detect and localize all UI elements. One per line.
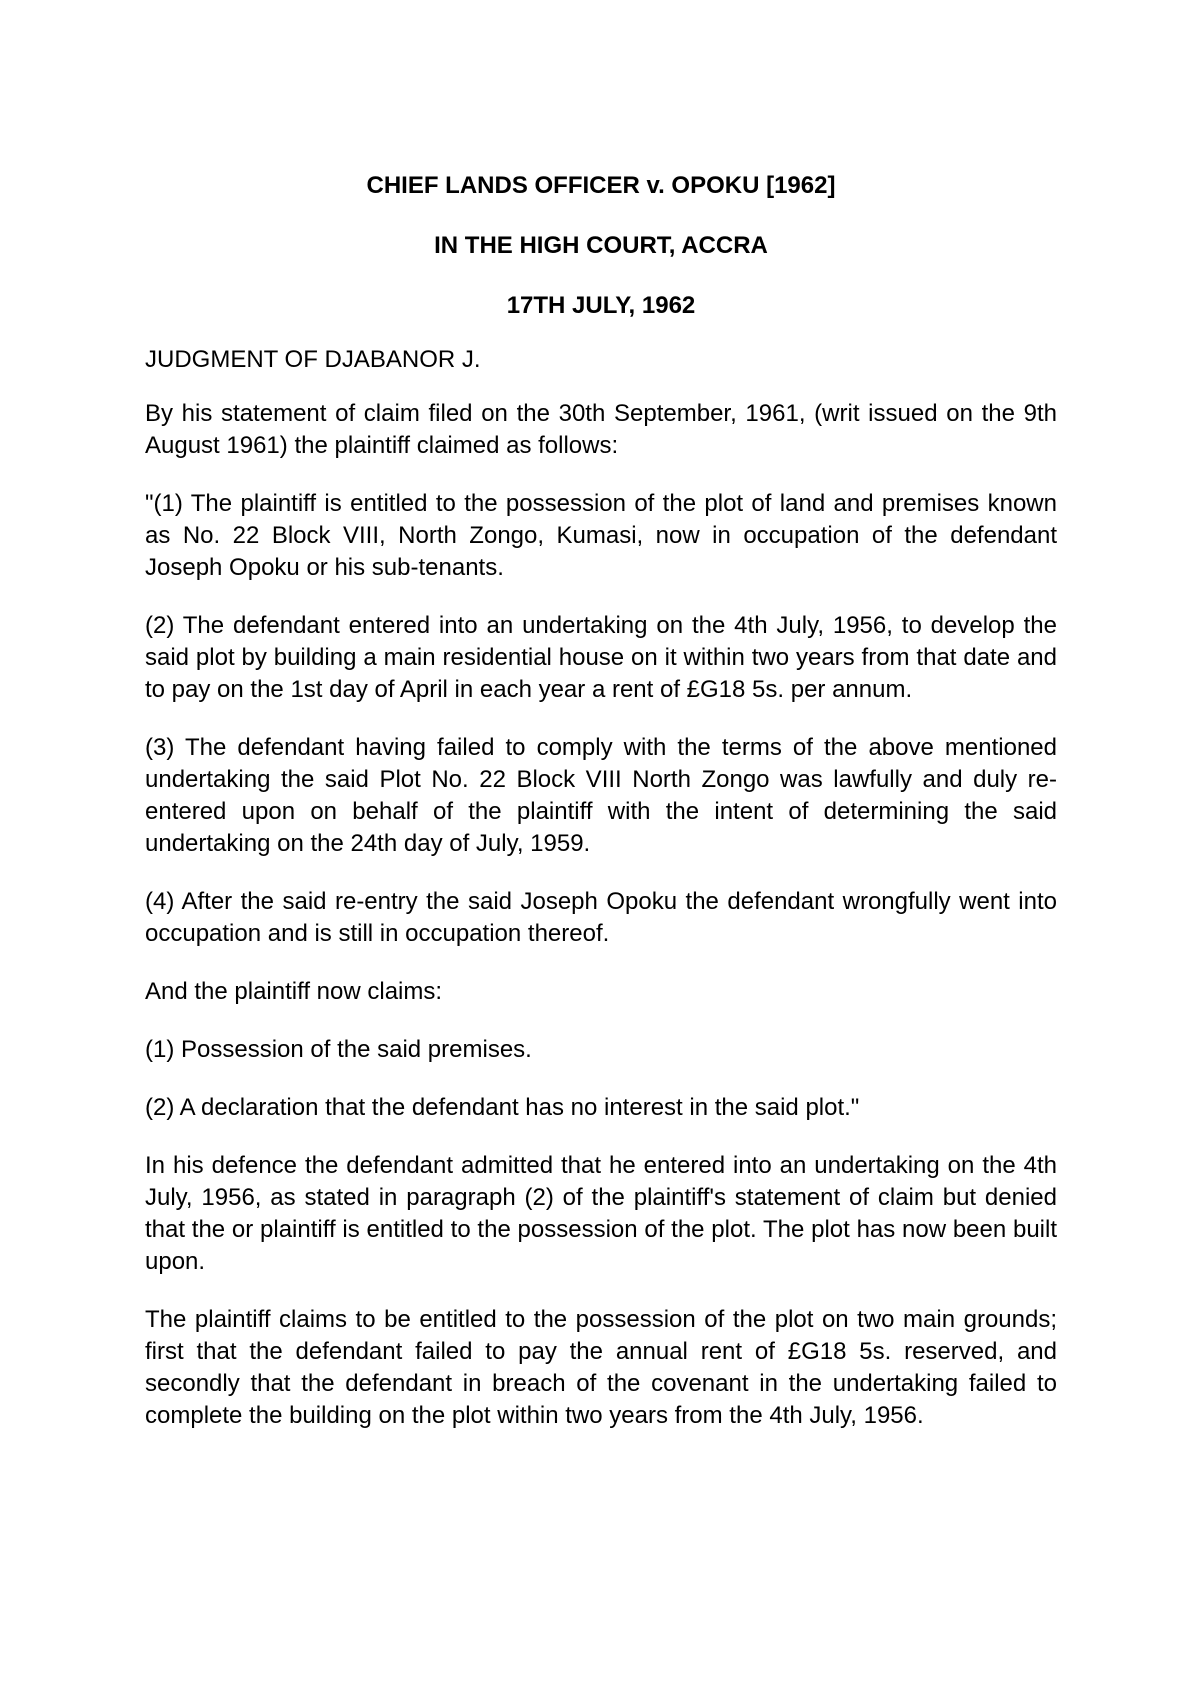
judgment-date: 17TH JULY, 1962 <box>506 292 696 319</box>
paragraph-claim-1: "(1) The plaintiff is entitled to the possession of the plot of land and premises known as No. 22 Block VIII, North Zongo, Kumasi, now in occupation of the defendant Joseph Opoku or his sub-tenants. <box>145 490 1057 581</box>
paragraph-claim-3: (3) The defendant having failed to comply with the terms of the above mentioned undertaking the said Plot No. 22 Block VIII North Zongo was lawfully and duly re-entered upon on behalf of the plaintiff with the intent of determining the said undertaking on the 24th day of July, 1959. <box>145 734 1057 857</box>
paragraph-claim-2: (2) The defendant entered into an undertaking on the 4th July, 1956, to develop the said plot by building a main residential house on it within two years from that date and to pay on the 1st day of April in each year a rent of £G18 5s. per annum. <box>145 612 1057 703</box>
paragraph-claim-4: (4) After the said re-entry the said Joseph Opoku the defendant wrongfully went into occupation and is still in occupation thereof. <box>145 888 1057 947</box>
paragraph-relief-1: (1) Possession of the said premises. <box>145 1036 532 1063</box>
paragraph-statement-of-claim: By his statement of claim filed on the 30th September, 1961, (writ issued on the 9th August 1961) the plaintiff claimed as follows: <box>145 400 1057 459</box>
paragraph-grounds: The plaintiff claims to be entitled to the possession of the plot on two main grounds; first that the defendant failed to pay the annual rent of £G18 5s. reserved, and secondly that the defendant in breach of the covenant in the undertaking failed to complete the building on the plot within two years from the 4th July, 1956. <box>145 1306 1057 1429</box>
case-title: CHIEF LANDS OFFICER v. OPOKU [1962] <box>366 172 836 199</box>
paragraph-plaintiff-claims: And the plaintiff now claims: <box>145 978 443 1005</box>
paragraph-relief-2: (2) A declaration that the defendant has no interest in the said plot." <box>145 1094 860 1121</box>
judgment-line: JUDGMENT OF DJABANOR J. <box>145 346 481 373</box>
court-name: IN THE HIGH COURT, ACCRA <box>434 232 768 259</box>
document-page <box>145 170 1057 1458</box>
paragraph-defence: In his defence the defendant admitted that he entered into an undertaking on the 4th July, 1956, as stated in paragraph (2) of the plaintiff's statement of claim but denied that the or plaintiff is entitled to the possession of the plot. The plot has now been built upon. <box>145 1152 1057 1275</box>
